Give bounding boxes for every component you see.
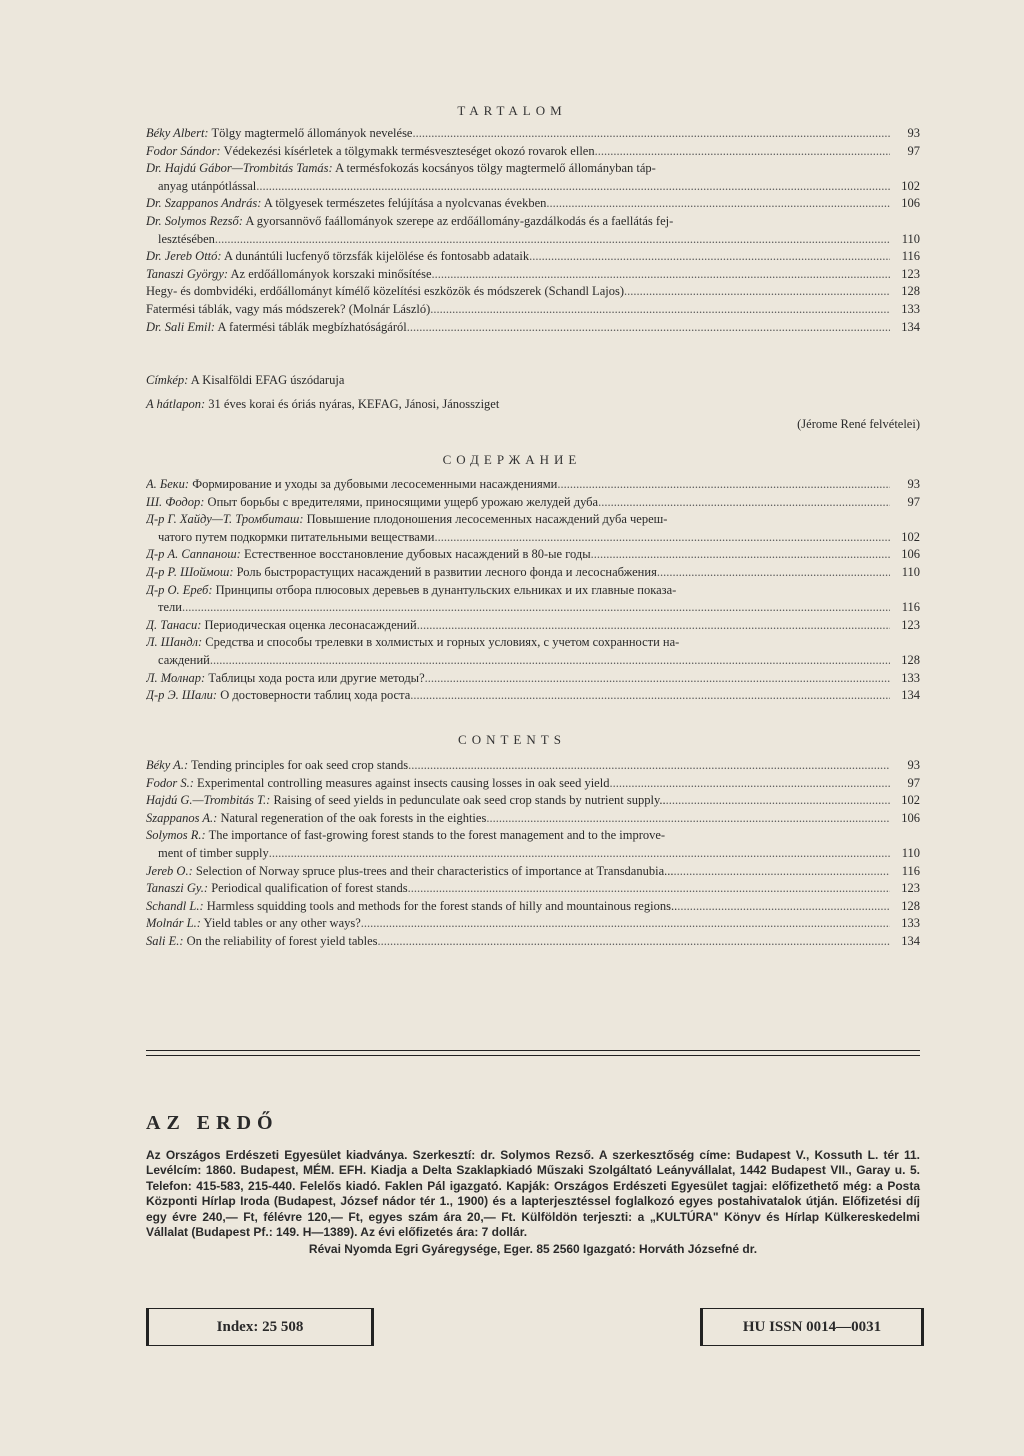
entry-title: Harmless squidding tools and methods for the forest stands of hilly and mountainous regions..: [206, 898, 678, 913]
toc-entry: [146, 195, 920, 213]
entry-author: Jereb O.:: [146, 863, 193, 878]
entry-author: Д-р Р. Шоймош:: [146, 564, 234, 579]
entry-page: 116: [901, 600, 920, 615]
entry-author: Béky A.:: [146, 758, 189, 772]
masthead: AZ ERDŐ: [146, 1112, 279, 1134]
entry-author: Dr. Hajdú Gábor—Trombitás Tamás:: [146, 161, 333, 176]
entry-title: Периодическая оценка лесонасаждений: [204, 617, 417, 632]
entry-title: Raising of seed yields in pedunculate oak seed crop stands by nutrient supply..: [273, 793, 666, 808]
entry-title: A gyorsannövő faállományok szerepe az erdőállomány-gazdálkodás és a faellátás fej-: [245, 213, 674, 228]
entry-page: 123: [901, 266, 920, 281]
leader-dots: [657, 564, 890, 582]
entry-title: A fatermési táblák megbízhatóságáról: [217, 319, 407, 334]
leader-dots: [425, 670, 890, 688]
cover-label: Címkép:: [146, 373, 189, 387]
toc-entry: [146, 248, 920, 266]
leader-dots: [412, 125, 890, 143]
toc-hungarian: [146, 125, 920, 336]
entry-title: О достоверности таблиц хода роста: [220, 688, 411, 703]
entry-title: Selection of Norway spruce plus-trees and their characteristics of importance at Transdanubia...: [195, 863, 674, 878]
entry-page: 128: [901, 284, 920, 299]
toc-entry: [146, 933, 920, 951]
toc-entry: [146, 160, 920, 195]
leader-dots: [434, 529, 890, 547]
entry-author: Molnár L.:: [146, 916, 201, 931]
issn-code: HU ISSN 0014—0031: [742, 1318, 882, 1335]
entry-page: 133: [901, 916, 920, 931]
toc-entry: [146, 564, 920, 582]
entry-title: Tölgy magtermelő állományok nevelése: [211, 126, 413, 140]
back-caption: [146, 396, 920, 433]
toc-entry: [146, 670, 920, 688]
entry-page: 102: [901, 529, 920, 544]
toc-entry: [146, 143, 920, 161]
entry-title-continued: ment of timber supply: [158, 845, 269, 860]
entry-author: Д-р А. Саппанош:: [146, 547, 241, 562]
toc-entry: [146, 125, 920, 143]
leader-dots: [182, 599, 890, 617]
entry-title: Tending principles for oak seed crop stands: [191, 758, 409, 772]
leader-dots: [546, 195, 890, 213]
entry-page: 134: [901, 933, 920, 948]
heading-russian: СОДЕРЖАНИЕ: [442, 452, 582, 467]
leader-dots: [591, 546, 890, 564]
entry-title: Fatermési táblák, vagy más módszerek? (Molnár László): [146, 301, 431, 316]
entry-title: Az erdőállományok korszaki minősítése: [230, 266, 432, 281]
toc-entry: [146, 213, 920, 248]
entry-page: 110: [901, 845, 920, 860]
entry-page: 102: [901, 793, 920, 808]
toc-entry: [146, 319, 920, 337]
toc-entry: [146, 511, 920, 546]
entry-page: 97: [907, 775, 920, 790]
entry-author: Schandl L.:: [146, 898, 204, 913]
toc-entry: [146, 827, 920, 862]
entry-author: Л. Молнар:: [146, 670, 206, 685]
entry-author: Tanaszi György:: [146, 266, 229, 281]
leader-dots: [430, 301, 890, 319]
entry-author: Dr. Jereb Ottó:: [146, 249, 222, 264]
leader-dots: [674, 863, 891, 881]
leader-dots: [417, 617, 890, 635]
entry-title: Védekezési kísérletek a tölgymakk termésveszteséget okozó rovarok ellen: [223, 143, 595, 158]
toc-entry: [146, 476, 920, 494]
entry-page: 97: [907, 494, 920, 509]
leader-dots: [598, 494, 890, 512]
entry-author: Béky Albert:: [146, 126, 209, 140]
entry-author: Szappanos A.:: [146, 810, 218, 825]
toc-entry: [146, 582, 920, 617]
leader-dots: [609, 775, 890, 793]
leader-dots: [210, 652, 890, 670]
entry-title: Таблицы хода роста или другие методы?: [208, 670, 425, 685]
entry-title: Средства и способы трелевки в холмистых и горных условиях, с учетом сохранности на-: [205, 635, 680, 650]
toc-entry: [146, 810, 920, 828]
entry-author: Д-р Э. Шали:: [146, 688, 218, 703]
divider-bottom: [146, 1055, 920, 1056]
entry-author: Fodor S.:: [146, 775, 194, 790]
leader-dots: [557, 476, 890, 494]
heading-hungarian: TARTALOM: [457, 103, 567, 118]
toc-entry: [146, 617, 920, 635]
leader-dots: [595, 143, 890, 161]
entry-author: Л. Шандл:: [146, 635, 203, 650]
leader-dots: [432, 266, 890, 284]
entry-page: 93: [907, 477, 920, 491]
entry-author: А. Беки:: [146, 477, 190, 491]
back-text: 31 éves korai és óriás nyáras, KEFAG, Jánosi, Jánossziget: [208, 397, 500, 411]
cover-text: A Kisalföldi EFAG úszódaruja: [190, 373, 345, 387]
leader-dots: [666, 792, 890, 810]
leader-dots: [677, 898, 890, 916]
back-label: A hátlapon:: [146, 397, 206, 411]
entry-author: Fodor Sándor:: [146, 143, 221, 158]
entry-page: 134: [901, 319, 920, 334]
entry-title: Natural regeneration of the oak forests in the eighties: [220, 810, 487, 825]
toc-english: [146, 757, 920, 951]
entry-author: Д. Танаси:: [146, 617, 202, 632]
toc-entry: [146, 266, 920, 284]
entry-title-continued: anyag utánpótlással: [158, 178, 257, 193]
leader-dots: [256, 178, 890, 196]
entry-page: 123: [901, 881, 920, 896]
entry-author: Д-р Г. Хайду—Т. Тромбиташ:: [146, 512, 304, 527]
entry-page: 106: [901, 810, 920, 825]
printer-line: Révai Nyomda Egri Gyáregysége, Eger. 85 2560 Igazgató: Horváth Józsefné dr.: [308, 1242, 758, 1256]
toc-entry: [146, 634, 920, 669]
leader-dots: [215, 231, 890, 249]
entry-author: Dr. Szappanos András:: [146, 196, 262, 211]
entry-page: 110: [901, 564, 920, 579]
toc-entry: [146, 757, 920, 775]
index-code: Index: 25 508: [216, 1318, 304, 1335]
entry-title: Естественное восстановление дубовых насаждений в 80-ые годы: [243, 547, 591, 562]
entry-author: Ш. Фодор:: [146, 494, 205, 509]
entry-author: Tanaszi Gy.:: [146, 881, 209, 896]
entry-title: The importance of fast-growing forest stands to the forest management and to the improve-: [208, 828, 666, 843]
entry-author: Dr. Solymos Rezső:: [146, 213, 243, 228]
leader-dots: [408, 757, 890, 775]
entry-title: On the reliability of forest yield tables: [186, 933, 378, 948]
toc-entry: [146, 880, 920, 898]
toc-entry: [146, 898, 920, 916]
entry-page: 116: [901, 249, 920, 264]
entry-page: 133: [901, 670, 920, 685]
leader-dots: [407, 319, 890, 337]
entry-page: 106: [901, 547, 920, 562]
divider-top: [146, 1050, 920, 1051]
entry-title-continued: тели: [158, 600, 182, 615]
toc-entry: [146, 301, 920, 319]
heading-english: CONTENTS: [458, 732, 566, 747]
entry-author: Solymos R.:: [146, 828, 206, 843]
photo-credit: (Jérome René felvételei): [797, 416, 920, 431]
entry-title: Experimental controlling measures against insects causing losses in oak seed yield: [197, 775, 610, 790]
toc-entry: [146, 863, 920, 881]
entry-author: Hajdú G.—Trombitás T.:: [146, 793, 271, 808]
entry-page: 133: [901, 301, 920, 316]
leader-dots: [269, 845, 890, 863]
entry-title-continued: саждений: [158, 652, 210, 667]
entry-author: Dr. Sali Emil:: [146, 319, 216, 334]
toc-entry: [146, 283, 920, 301]
toc-entry: [146, 775, 920, 793]
leader-dots: [624, 283, 890, 301]
toc-entry: [146, 494, 920, 512]
entry-page: 128: [901, 652, 920, 667]
entry-title: Повышение плодоношения лесосеменных насаждений дуба череш-: [306, 512, 668, 527]
entry-title: Роль быстрорастущих насаждений в развитии лесного фонда и лесоснабжения: [236, 564, 657, 579]
entry-title: Hegy- és dombvidéki, erdőállományt kímélő közelítési eszközök és módszerek (Schandl Lajos): [146, 284, 624, 299]
entry-page: 93: [907, 126, 920, 140]
entry-page: 97: [907, 143, 920, 158]
entry-title: Yield tables or any other ways?: [203, 916, 361, 931]
leader-dots: [529, 248, 890, 266]
entry-title: A tölgyesek természetes felújítása a nyolcvanas években: [263, 196, 547, 211]
entry-title: Periodical qualification of forest stands: [211, 881, 408, 896]
entry-author: Sali E.:: [146, 933, 184, 948]
toc-entry: [146, 792, 920, 810]
entry-page: 102: [901, 178, 920, 193]
entry-page: 123: [901, 617, 920, 632]
leader-dots: [408, 880, 890, 898]
entry-page: 134: [901, 688, 920, 703]
entry-title-continued: lesztésében: [158, 231, 215, 246]
toc-entry: [146, 546, 920, 564]
entry-title: Принципы отбора плюсовых деревьев в дунантульских ельниках и их главные показа-: [215, 582, 677, 597]
imprint: Az Országos Erdészeti Egyesület kiadványa. Szerkesztí: dr. Solymos Rezső. A szerkesztőség címe: Budapest V., Kossuth L. tér 11. Levélcím: 1860. Budapest, MÉM. EFH. Kiadja a Delta Szaklapkiadó Műszaki Szolgáltató Leányvállalat, 1442 Budapest VII., Garay u. 5. Telefon: 415-583, 215-440. Felelős kiadó. Faklen Pál igazgató. Kapják: Országos Erdészeti Egyesület tagjai: előfizethető még: a Posta Központi Hírlap Iroda (Budapest, József nádor tér 1., 1900) és a lapterjesztéssel foglalkozó egyes postahivatalok útján. Előfizetési díj egy évre 240,— Ft, félévre 120,— Ft, egyes szám ára 20,— Ft. Külföldön terjeszti: a „KULTÚRA" Könyv és Hírlap Külkereskedelmi Vállalat (Budapest Pf.: 149. H—1389). Az évi előfizetés ára: 7 dollár.: [146, 1148, 920, 1240]
cover-caption: [146, 372, 920, 390]
issn-box: [700, 1308, 924, 1346]
entry-page: 93: [907, 758, 920, 772]
entry-page: 110: [901, 231, 920, 246]
entry-title: A dunántúli lucfenyő törzsfák kijelölése és fontosabb adataik: [224, 249, 530, 264]
leader-dots: [410, 687, 890, 705]
toc-entry: [146, 915, 920, 933]
toc-entry: [146, 687, 920, 705]
leader-dots: [486, 810, 890, 828]
leader-dots: [378, 933, 890, 951]
entry-title-continued: чатого путем подкормки питательными веществами: [158, 529, 435, 544]
leader-dots: [361, 915, 890, 933]
entry-title: Формирование и уходы за дубовыми лесосеменными насаждениями: [192, 477, 558, 491]
entry-page: 128: [901, 898, 920, 913]
entry-author: Д-р О. Ереб:: [146, 582, 213, 597]
index-code-box: [146, 1308, 374, 1346]
entry-page: 106: [901, 196, 920, 211]
entry-title: A termésfokozás kocsányos tölgy magtermelő állományban táp-: [335, 161, 656, 176]
entry-title: Опыт борьбы с вредителями, приносящими ущерб урожаю желудей дуба: [207, 494, 599, 509]
entry-page: 116: [901, 863, 920, 878]
toc-russian: [146, 476, 920, 705]
